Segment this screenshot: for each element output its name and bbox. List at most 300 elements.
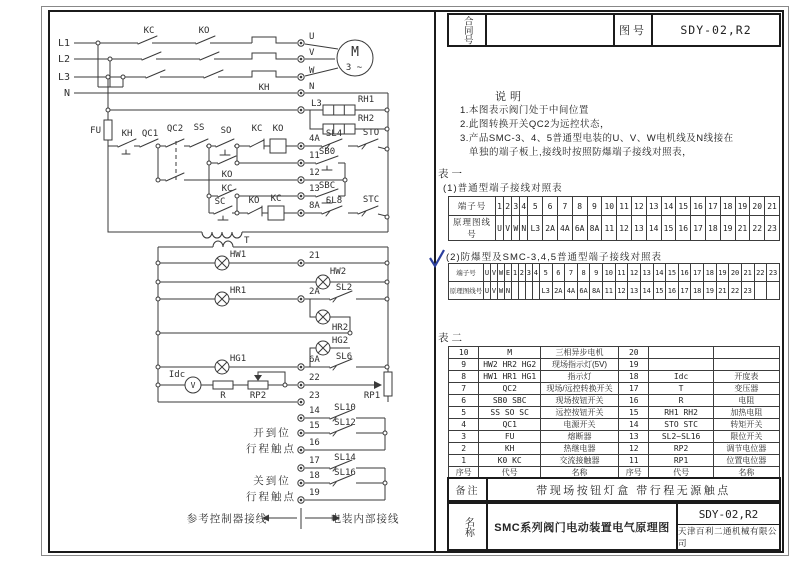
table-cell: 3 (525, 264, 532, 282)
table-cell: 18 (705, 216, 720, 241)
parts-table-row (449, 371, 780, 383)
table-cell: W (497, 282, 504, 300)
table-cell: 15 (661, 216, 676, 241)
terminal-4a (298, 143, 304, 149)
label-term-22: 22 (309, 373, 320, 383)
parts-cell-num-right: 19 (619, 359, 649, 371)
label-motor-phase: 3 ~ (345, 63, 363, 73)
parts-cell-name-right: 位置电位器 (713, 455, 779, 467)
table-cell: 23 (765, 216, 780, 241)
rh1-heater-symbol (323, 105, 355, 115)
parts-table-row (449, 431, 780, 443)
label-l1: L1 (57, 38, 70, 49)
label-ko-b: KO (221, 170, 233, 180)
label-ko-coil: KO (272, 124, 284, 134)
label-kc-coil: KC (270, 194, 282, 204)
parts-cell-num-left: 7 (449, 383, 479, 395)
table-cell: 16 (691, 197, 706, 216)
table-cell: U (496, 216, 504, 241)
table-cell: 12 (631, 197, 646, 216)
table-cell: U (484, 282, 491, 300)
parts-cell-name-right (713, 347, 779, 359)
label-kh-motor: KH (258, 83, 270, 93)
parts-cell-num-right: 13 (619, 431, 649, 443)
parts-cell-code-right: RP2 (649, 443, 713, 455)
contract-no-value (487, 15, 613, 45)
parts-cell-code-left: K0 KC (479, 455, 541, 467)
parts-cell-code-left: HW1 HR1 HG1 (479, 371, 541, 383)
label-so: SO (220, 126, 232, 136)
table-cell: 16 (678, 264, 691, 282)
parts-cell-code-left: M (479, 347, 541, 359)
parts-cell-name-left: 指示灯 (540, 371, 618, 383)
table-cell: 14 (661, 197, 676, 216)
parts-cell-num-right: 15 (619, 407, 649, 419)
parts-cell-code-left: KH (479, 443, 541, 455)
note-line: 1.本图表示阀门处于中间位置 (460, 105, 589, 116)
label-term-19: 19 (309, 488, 320, 498)
table-cell: 11 (602, 216, 617, 241)
table-cell: 10 (602, 197, 617, 216)
parts-cell-name-left: 电源开关 (540, 419, 618, 431)
table-cell: 16 (676, 216, 691, 241)
table-cell: 6A (577, 282, 590, 300)
parts-cell-num-right: 20 (619, 347, 649, 359)
parts-cell-code-left: SB0 SBC (479, 395, 541, 407)
label-sbc: SBC (318, 181, 336, 191)
table-cell: 21 (741, 264, 754, 282)
table-row (449, 216, 780, 241)
table-cell: 1 (496, 197, 504, 216)
label-term-13: 13 (309, 184, 320, 194)
table-cell: 11 (603, 282, 616, 300)
title-block-row (447, 13, 781, 47)
table-cell: 17 (705, 197, 720, 216)
table-cell: N (504, 282, 511, 300)
terminal-19 (298, 497, 304, 503)
table-cell: 5 (539, 264, 552, 282)
table-cell: 4 (532, 264, 539, 282)
parts-cell-name-right: 开度表 (713, 371, 779, 383)
name-block (447, 502, 781, 551)
terminal-table-explosionproof (448, 263, 780, 300)
table-cell: W (497, 264, 504, 282)
parts-cell-num-left: 序号 (449, 467, 479, 479)
table-cell: 12 (615, 282, 628, 300)
parts-cell-code-left: SS SO SC (479, 407, 541, 419)
notes-list (460, 104, 780, 160)
label-sl10: SL10 (334, 403, 356, 413)
table-cell: 原理图线号 (449, 216, 496, 241)
table-cell: 23 (741, 282, 754, 300)
table-cell: 21 (716, 282, 729, 300)
table-row (449, 264, 780, 282)
table-cell: 21 (765, 197, 780, 216)
table-cell: E (504, 264, 511, 282)
table-cell: 20 (750, 197, 765, 216)
table-cell: 15 (676, 197, 691, 216)
table-cell: 12 (617, 216, 632, 241)
label-ss: SS (193, 123, 205, 133)
parts-cell-num-left: 4 (449, 419, 479, 431)
parts-cell-name-right: 变压器 (713, 383, 779, 395)
parts-cell-num-left: 6 (449, 395, 479, 407)
lamp-hr2 (316, 310, 330, 324)
label-open-limit-2: 行程触点 (246, 443, 296, 455)
table-cell: L3 (528, 216, 543, 241)
label-hw2: HW2 (329, 267, 347, 277)
parts-table-row (449, 395, 780, 407)
table-cell: 21 (735, 216, 750, 241)
parts-cell-num-right: 18 (619, 371, 649, 383)
table-cell: 19 (716, 264, 729, 282)
terminal-u (298, 40, 304, 46)
terminal-8a (298, 210, 304, 216)
parts-cell-num-left: 5 (449, 407, 479, 419)
label-ko-d: KO (248, 196, 260, 206)
table-cell (511, 282, 518, 300)
rp2-wiper-arrow (254, 375, 262, 381)
parts-cell-name-right: 调节电位器 (713, 443, 779, 455)
parts-cell-name-right (713, 359, 779, 371)
table-cell: 18 (691, 282, 704, 300)
transformer-primary-winding (202, 232, 242, 238)
label-sl8: SL8 (325, 196, 343, 206)
terminal-2a (298, 296, 304, 302)
label-term-12: 12 (309, 168, 320, 178)
parts-table-row (449, 407, 780, 419)
table1-caption: 表一 (438, 168, 465, 180)
label-sl16: SL16 (334, 468, 356, 478)
parts-cell-num-right: 11 (619, 455, 649, 467)
table-cell: 7 (565, 264, 578, 282)
notes-heading: 说明 (495, 91, 525, 103)
table-cell: 2A (552, 282, 565, 300)
terminal-21 (298, 260, 304, 266)
label-term-11: 11 (309, 151, 320, 161)
parts-cell-name-left: 现场/远控转换开关 (540, 383, 618, 395)
parts-cell-code-left: QC1 (479, 419, 541, 431)
table-cell: 8A (590, 282, 603, 300)
ko-coil-box (270, 139, 286, 153)
parts-cell-code-right (649, 347, 713, 359)
rp1-wiper-arrow (374, 381, 382, 389)
table-cell: 11 (615, 264, 628, 282)
label-hw1: HW1 (229, 250, 247, 260)
table-cell: 5 (528, 197, 543, 216)
table-cell: 原理图线号 (449, 282, 484, 300)
parts-cell-name-right: 加热电阻 (713, 407, 779, 419)
label-term-n: N (309, 82, 315, 92)
terminal-13 (298, 193, 304, 199)
table-cell: 15 (653, 282, 666, 300)
table1-title: (1)普通型端子接线对照表 (443, 183, 563, 194)
parts-table-row (449, 359, 780, 371)
label-qc1: QC1 (141, 129, 159, 139)
schematic-cjk-labels (187, 426, 400, 525)
parts-table-row (449, 347, 780, 359)
parts-cell-num-left: 10 (449, 347, 479, 359)
table-cell: 7 (557, 197, 572, 216)
parts-table-row (449, 455, 780, 467)
label-sl12: SL12 (334, 418, 356, 428)
label-fu: FU (90, 126, 101, 136)
parts-cell-code-left: HW2 HR2 HG2 (479, 359, 541, 371)
table-cell: 9 (590, 264, 603, 282)
label-sc: SC (214, 197, 226, 207)
label-term-u: U (309, 32, 315, 42)
table-row (449, 282, 780, 300)
table-cell: N (520, 216, 528, 241)
parts-cell-code-right: RP1 (649, 455, 713, 467)
table-cell: 端子号 (449, 264, 484, 282)
table-cell: 11 (617, 197, 632, 216)
table-cell: 22 (754, 264, 767, 282)
label-meter-v: V (190, 381, 196, 390)
parts-cell-name-left: 远控按钮开关 (540, 407, 618, 419)
rp1-potentiometer-symbol (384, 372, 392, 396)
remark-text: 带现场按钮灯盒 带行程无源触点 (536, 484, 731, 497)
terminal-17 (298, 465, 304, 471)
parts-cell-name-right: 名称 (713, 467, 779, 479)
table-cell: V (490, 282, 497, 300)
parts-cell-num-left: 1 (449, 455, 479, 467)
table-cell: W (512, 216, 520, 241)
label-motor: M (351, 45, 359, 60)
table-cell (518, 282, 525, 300)
label-term-17: 17 (309, 456, 320, 466)
drawing-no-label: 图号 (613, 15, 653, 45)
label-sb0: SB0 (318, 147, 336, 157)
label-term-v: V (309, 48, 315, 58)
terminal-23 (298, 399, 304, 405)
parts-cell-num-right: 16 (619, 395, 649, 407)
table-cell: 23 (767, 264, 780, 282)
label-n: N (63, 88, 70, 99)
table-cell: 12 (628, 264, 641, 282)
parts-cell-code-right: 代号 (649, 467, 713, 479)
terminal-l3 (298, 107, 304, 113)
label-kc-top: KC (143, 26, 155, 36)
drawing-no-bottom: SDY-02,R2 (678, 504, 779, 525)
label-term-21: 21 (309, 251, 320, 261)
label-close-limit-2: 行程触点 (246, 491, 296, 503)
terminal-circles (298, 40, 304, 503)
table-cell: 13 (631, 216, 646, 241)
parts-cell-num-left: 2 (449, 443, 479, 455)
table-cell: 8A (587, 216, 602, 241)
lamp-hw1 (215, 256, 229, 270)
parts-cell-name-left: 热继电器 (540, 443, 618, 455)
lamp-hg2 (316, 341, 330, 355)
parts-table-caption: 表二 (438, 332, 465, 344)
parts-cell-num-right: 12 (619, 443, 649, 455)
note-line: 单独的端子板上,接线时按照防爆端子接线对照表， (469, 147, 693, 158)
table-cell: 9 (587, 197, 602, 216)
kc-coil-box (268, 206, 284, 220)
table-cell: 2A (543, 216, 558, 241)
note-line: 3.产品SMC-3、4、5普通型电装的U、V、W电机线及N线接在 (460, 133, 734, 144)
label-rh1: RH1 (357, 95, 375, 105)
label-kh-ctl: KH (121, 129, 133, 139)
parts-cell-name-left: 名称 (540, 467, 618, 479)
company-name: 天津百利二通机械有限公司 (678, 526, 778, 548)
parts-cell-code-right: Idc (649, 371, 713, 383)
parts-cell-num-right: 序号 (619, 467, 649, 479)
parts-cell-name-left: 三相异步电机 (540, 347, 618, 359)
parts-cell-code-left: QC2 (479, 383, 541, 395)
table-cell: 15 (666, 264, 679, 282)
parts-table-row (449, 383, 780, 395)
table-cell: V (504, 216, 512, 241)
table-cell: 13 (628, 282, 641, 300)
note-line: 2.此图转换开关QC2为远控状态， (460, 119, 610, 130)
table-cell: 6 (552, 264, 565, 282)
label-close-limit-1: 关到位 (253, 475, 291, 487)
terminal-15 (298, 430, 304, 436)
terminal-w (298, 74, 304, 80)
terminal-v (298, 56, 304, 62)
label-rh2: RH2 (357, 114, 375, 124)
label-l3: L3 (57, 72, 70, 83)
terminal-12 (298, 177, 304, 183)
label-kc-a: KC (251, 124, 263, 134)
table-cell: 17 (691, 216, 706, 241)
drawing-title: SMC系列阀门电动装置电气原理图 (488, 504, 678, 549)
label-term-15: 15 (309, 421, 320, 431)
parts-table-row (449, 443, 780, 455)
label-legend-left: 参考控制器接线 (186, 513, 268, 525)
table-cell: 22 (729, 282, 742, 300)
table-cell: 4A (565, 282, 578, 300)
label-term-16: 16 (309, 438, 320, 448)
label-rp2: RP2 (249, 391, 267, 401)
terminal-14 (298, 415, 304, 421)
table-row (449, 197, 780, 216)
label-term-4a: 4A (309, 134, 320, 144)
remark-label: 备注 (449, 479, 488, 500)
label-rp1: RP1 (363, 391, 381, 401)
table-cell: 18 (704, 264, 717, 282)
table-cell: 端子号 (449, 197, 496, 216)
table-cell: 16 (666, 282, 679, 300)
label-stc: STC (362, 195, 380, 205)
table-cell: 18 (720, 197, 735, 216)
label-term-6a: 6A (309, 355, 320, 365)
table-cell (754, 282, 767, 300)
remark-row (447, 477, 781, 502)
table-cell: U (484, 264, 491, 282)
parts-table-row (449, 419, 780, 431)
parts-cell-num-left: 8 (449, 371, 479, 383)
terminal-n (298, 90, 304, 96)
transformer-secondary-winding (213, 241, 233, 247)
name-label: 名称 (449, 504, 488, 549)
label-ko-top: KO (198, 26, 210, 36)
label-term-23: 23 (309, 391, 320, 401)
label-sl2: SL2 (335, 283, 353, 293)
table-cell: 19 (704, 282, 717, 300)
table-cell: 6A (572, 216, 587, 241)
table-cell: 8 (572, 197, 587, 216)
parts-cell-code-right: STO STC (649, 419, 713, 431)
label-term-w: W (309, 66, 315, 76)
drawing-no-value: SDY-02,R2 (680, 23, 752, 37)
label-hr2: HR2 (331, 323, 349, 333)
table-cell: 6 (543, 197, 558, 216)
check-mark-icon (428, 248, 445, 268)
lamp-hr1 (215, 292, 229, 306)
terminal-22 (298, 382, 304, 388)
table-cell: 3 (512, 197, 520, 216)
label-term-8a: 8A (309, 201, 320, 211)
parts-cell-name-right: 转矩开关 (713, 419, 779, 431)
table-cell (767, 282, 780, 300)
table-cell: 19 (720, 216, 735, 241)
label-sl4: SL4 (325, 129, 343, 139)
parts-cell-num-right: 14 (619, 419, 649, 431)
label-kc-c: KC (221, 184, 233, 194)
parts-cell-num-left: 3 (449, 431, 479, 443)
table-cell: 14 (646, 216, 661, 241)
table-cell: 2 (518, 264, 525, 282)
parts-cell-name-left: 交流接触器 (540, 455, 618, 467)
table-cell: 4 (520, 197, 528, 216)
resistor-r-symbol (213, 381, 233, 389)
parts-cell-code-right: RH1 RH2 (649, 407, 713, 419)
parts-cell-name-right: 电阻 (713, 395, 779, 407)
label-transformer: T (244, 236, 250, 246)
label-term-2a: 2A (309, 287, 320, 297)
parts-cell-code-left: FU (479, 431, 541, 443)
parts-cell-name-left: 熔断器 (540, 431, 618, 443)
label-r: R (220, 391, 226, 401)
label-l2: L2 (57, 54, 70, 65)
table-cell: 14 (640, 282, 653, 300)
label-idc: Idc (168, 370, 186, 380)
fuse-symbol (104, 120, 112, 140)
table-cell (532, 282, 539, 300)
label-sl6: SL6 (335, 352, 353, 362)
label-sl14: SL14 (334, 453, 356, 463)
parts-cell-name-left: 现场按钮开关 (540, 395, 618, 407)
table-cell: 4A (557, 216, 572, 241)
table-cell: 17 (678, 282, 691, 300)
table-cell: 22 (750, 216, 765, 241)
label-hr1: HR1 (229, 286, 247, 296)
table-cell: 1 (511, 264, 518, 282)
parts-cell-code-right: R (649, 395, 713, 407)
terminal-18 (298, 480, 304, 486)
table-cell: 8 (577, 264, 590, 282)
table-cell (525, 282, 532, 300)
lamp-hg1 (215, 360, 229, 374)
rp2-potentiometer-symbol (248, 381, 268, 389)
table-cell: 13 (640, 264, 653, 282)
parts-cell-name-right: 限位开关 (713, 431, 779, 443)
label-sto: STO (362, 128, 380, 138)
parts-cell-name-left: 现场指示灯(5V) (540, 359, 618, 371)
label-hg1: HG1 (229, 354, 247, 364)
label-term-l3: L3 (311, 99, 322, 109)
label-legend-right: 电装内部接线 (330, 513, 400, 525)
label-hg2: HG2 (331, 336, 349, 346)
table-cell: 14 (653, 264, 666, 282)
parts-cell-num-left: 9 (449, 359, 479, 371)
parts-cell-code-left: 代号 (479, 467, 541, 479)
label-open-limit-1: 开到位 (253, 427, 291, 439)
table-cell: 13 (646, 197, 661, 216)
